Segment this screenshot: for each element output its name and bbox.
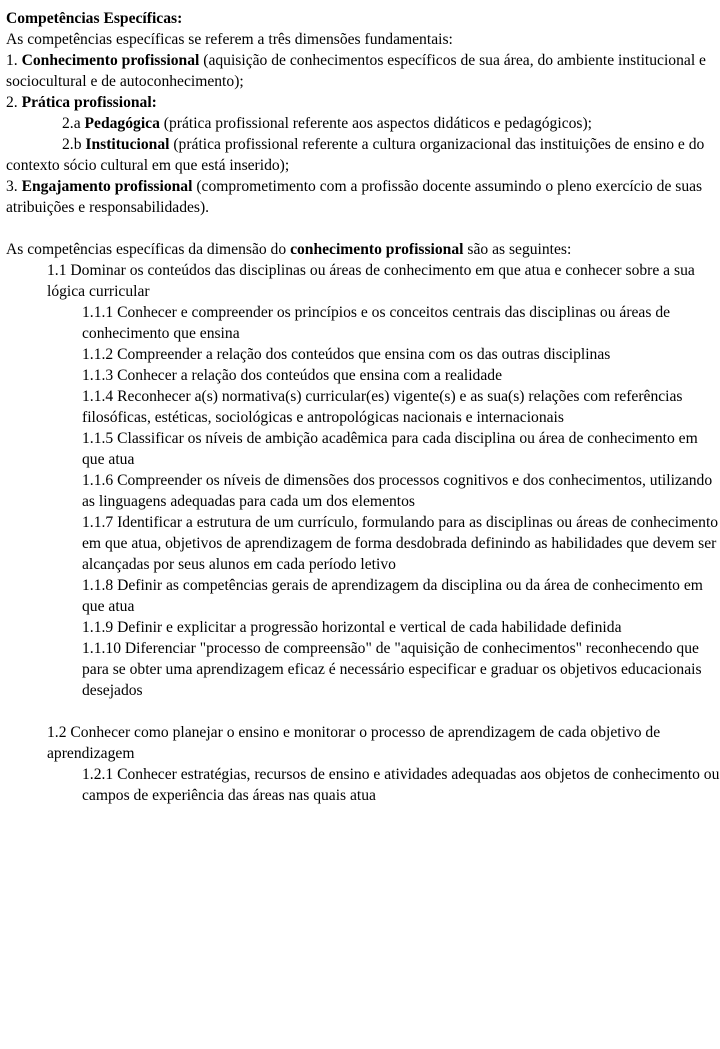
list-item: 1.1.10 Diferenciar "processo de compreensão" de "aquisição de conhecimentos" reconhecendo que para se obter uma aprendizagem eficaz é necessário especificar e graduar os objetivos educacionais desejados bbox=[82, 640, 702, 699]
list-item: 1.1.6 Compreender os níveis de dimensões dos processos cognitivos e dos conhecimentos, utilizando as linguagens adequadas para cada um dos elementos bbox=[82, 472, 713, 510]
list-item: 1.1.5 Classificar os níveis de ambição acadêmica para cada disciplina ou área de conhecimento em que atua bbox=[82, 430, 698, 468]
dimension-2a: 2.a Pedagógica (prática profissional referente aos aspectos didáticos e pedagógicos); bbox=[62, 115, 593, 132]
spacer bbox=[0, 701, 720, 722]
section-heading: Competências Específicas: bbox=[6, 10, 183, 27]
list-item: 1.1.3 Conhecer a relação dos conteúdos que ensina com a realidade bbox=[82, 367, 502, 384]
list-item: 1.1.9 Definir e explicitar a progressão horizontal e vertical de cada habilidade definida bbox=[82, 619, 622, 636]
spacer bbox=[0, 218, 720, 239]
dimension-2b: 2.b Institucional (prática profissional referente a cultura organizacional das instituições de ensino e do contexto sócio cultural em que está inserido); bbox=[6, 136, 705, 174]
list-item: 1.1.2 Compreender a relação dos conteúdos que ensina com os das outras disciplinas bbox=[82, 346, 611, 363]
list-item: 1.2.1 Conhecer estratégias, recursos de ensino e atividades adequadas aos objetos de conhecimento ou campos de experiência das áreas nas quais atua bbox=[82, 766, 720, 804]
list-item: 1.1.8 Definir as competências gerais de aprendizagem da disciplina ou da área de conhecimento em que atua bbox=[82, 577, 703, 615]
dimension-3: 3. Engajamento profissional (comprometimento com a profissão docente assumindo o pleno exercício de suas atribuições e responsabilidades). bbox=[6, 178, 703, 216]
item-1-2: 1.2 Conhecer como planejar o ensino e monitorar o processo de aprendizagem de cada objetivo de aprendizagem bbox=[47, 724, 661, 762]
section-intro: As competências específicas da dimensão do conhecimento profissional são as seguintes: bbox=[6, 241, 572, 258]
list-item: 1.1.1 Conhecer e compreender os princípios e os conceitos centrais das disciplinas ou áreas de conhecimento que ensina bbox=[82, 304, 671, 342]
document-page bbox=[0, 8, 720, 806]
intro-text: As competências específicas se referem a três dimensões fundamentais: bbox=[6, 31, 453, 48]
list-item: 1.1.4 Reconhecer a(s) normativa(s) curricular(es) vigente(s) e as sua(s) relações com referências filosóficas, estéticas, sociológicas e antropológicas nacionais e internacionais bbox=[82, 388, 683, 426]
list-item: 1.1.7 Identificar a estrutura de um currículo, formulando para as disciplinas ou áreas de conhecimento em que atua, objetivos de aprendizagem de forma desdobrada definindo as habilidades que devem ser alcançadas por seus alunos em cada período letivo bbox=[82, 514, 719, 573]
dimension-2: 2. Prática profissional: bbox=[6, 94, 157, 111]
dimension-1: 1. Conhecimento profissional (aquisição de conhecimentos específicos de sua área, do ambiente institucional e sociocultural e de autoconhecimento); bbox=[6, 52, 706, 90]
item-1-1: 1.1 Dominar os conteúdos das disciplinas ou áreas de conhecimento em que atua e conhecer sobre a sua lógica curricular bbox=[47, 262, 695, 300]
